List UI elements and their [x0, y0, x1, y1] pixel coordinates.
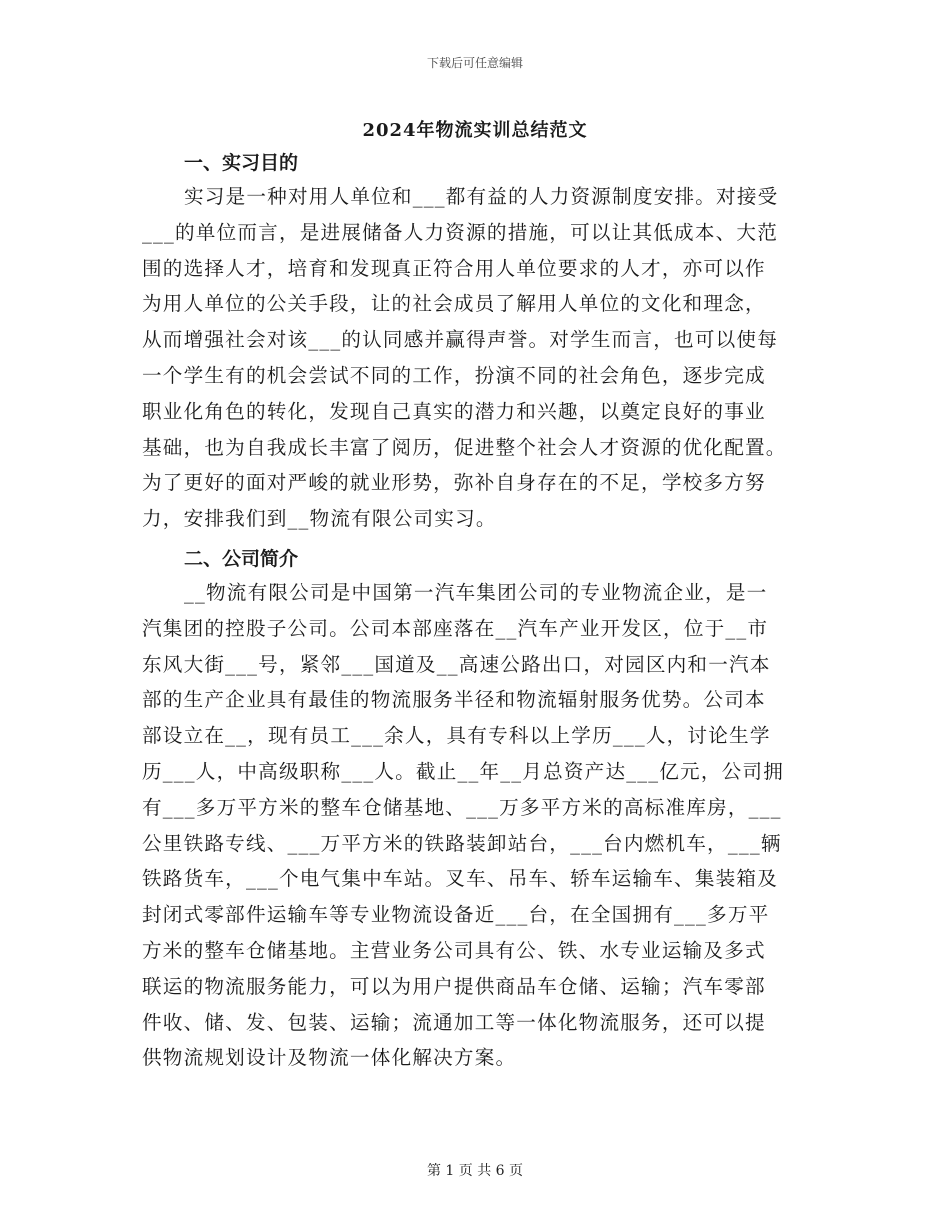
page-number-footer: 第 1 页 共 6 页 — [426, 1163, 524, 1179]
paragraph-line: __物流有限公司是中国第一汽车集团公司的专业物流企业，是一 — [184, 580, 768, 604]
section-heading-company-profile: 二、公司简介 — [184, 547, 299, 570]
paragraph-line: 件收、储、发、包装、运输；流通加工等一体化物流服务，还可以提 — [142, 1010, 766, 1034]
paragraph-line: 公里铁路专线、___万平方米的铁路装卸站台，___台内燃机车，___辆 — [142, 831, 782, 855]
paragraph-line: 历___人，中高级职称___人。截止__年__月总资产达___亿元，公司拥 — [142, 759, 785, 783]
paragraph-line: 有___多万平方米的整车仓储基地、___万多平方米的高标准库房，___ — [142, 795, 782, 819]
paragraph-line: 从而增强社会对该___的认同感并赢得声誉。对学生而言，也可以使每 — [142, 328, 779, 352]
paragraph-line: 职业化角色的转化，发现自己真实的潜力和兴趣，以奠定良好的事业 — [142, 399, 766, 423]
document-body — [142, 147, 808, 1076]
paragraph-line: 方米的整车仓储基地。主营业务公司具有公、铁、水专业运输及多式 — [142, 938, 766, 962]
paragraph-line: 汽集团的控股子公司。公司本部座落在__汽车产业开发区，位于__市 — [142, 616, 769, 640]
paragraph-line: 部设立在__，现有员工___余人，具有专科以上学历___人，讨论生学 — [142, 724, 771, 748]
paragraph-line: 基础，也为自我成长丰富了阅历，促进整个社会人才资源的优化配置。 — [142, 435, 787, 459]
paragraph-line: 封闭式零部件运输车等专业物流设备近___台，在全国拥有___多万平 — [142, 903, 770, 927]
document-title: 2024年物流实训总结范文 — [362, 120, 588, 141]
paragraph-line: 东风大街___号，紧邻___国道及__高速公路出口，对园区内和一汽本 — [142, 652, 771, 676]
page-header-note: 下载后可任意编辑 — [426, 56, 523, 70]
paragraph-line: 实习是一种对用人单位和___都有益的人力资源制度安排。对接受 — [184, 185, 779, 208]
paragraph-line: 为用人单位的公关手段，让的社会成员了解用人单位的文化和理念， — [142, 292, 766, 316]
paragraph-line: ___的单位而言，是进展储备人力资源的措施，可以让其低成本、大范 — [142, 220, 779, 244]
paragraph-line: 部的生产企业具有最佳的物流服务半径和物流辐射服务优势。公司本 — [142, 688, 766, 712]
paragraph-line: 铁路货车，___个电气集中车站。叉车、吊车、轿车运输车、集装箱及 — [142, 867, 779, 891]
section-heading-purpose: 一、实习目的 — [184, 152, 299, 174]
section-paragraph-company-profile — [142, 575, 808, 1076]
paragraph-line: 一个学生有的机会尝试不同的工作，扮演不同的社会角色，逐步完成 — [142, 363, 766, 387]
section-paragraph-purpose — [142, 179, 808, 537]
paragraph-line: 力，安排我们到__物流有限公司实习。 — [142, 507, 497, 531]
paragraph-line: 供物流规划设计及物流一体化解决方案。 — [142, 1046, 517, 1070]
paragraph-line: 围的选择人才，培育和发现真正符合用人单位要求的人才，亦可以作 — [142, 256, 766, 280]
paragraph-line: 联运的物流服务能力，可以为用户提供商品车仓储、运输；汽车零部 — [142, 974, 766, 998]
paragraph-line: 为了更好的面对严峻的就业形势，弥补自身存在的不足，学校多方努 — [142, 471, 766, 495]
